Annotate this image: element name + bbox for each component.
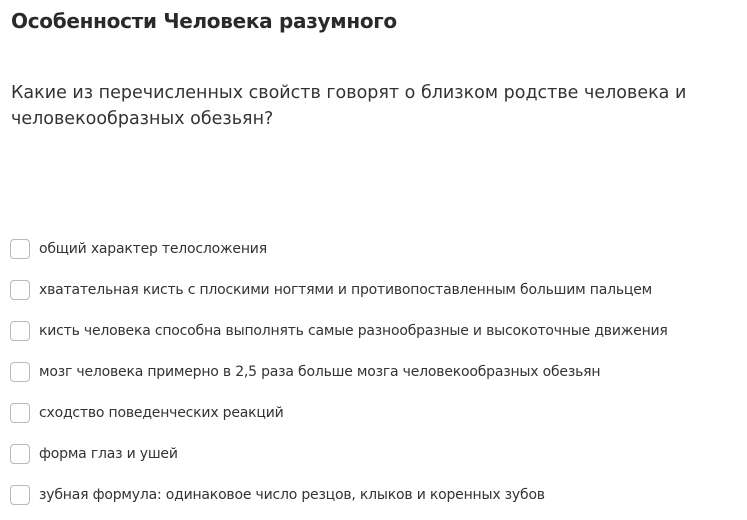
answer-option[interactable] bbox=[10, 392, 740, 433]
answer-option-label: форма глаз и ушей bbox=[39, 445, 178, 462]
answer-option[interactable] bbox=[10, 433, 740, 474]
checkbox[interactable] bbox=[10, 362, 30, 382]
checkbox[interactable] bbox=[10, 403, 30, 423]
checkbox[interactable] bbox=[10, 444, 30, 464]
answer-option-label: сходство поведенческих реакций bbox=[39, 404, 284, 421]
checkbox[interactable] bbox=[10, 239, 30, 259]
answer-option-label: зубная формула: одинаковое число резцов, клыков и коренных зубов bbox=[39, 486, 545, 503]
answer-option-label: хватательная кисть с плоскими ногтями и противопоставленным большим пальцем bbox=[39, 281, 652, 298]
answer-option[interactable] bbox=[10, 269, 740, 310]
question-text bbox=[11, 80, 731, 132]
answer-options-list bbox=[10, 228, 740, 515]
answer-option-label: мозг человека примерно в 2,5 раза больше мозга человекообразных обезьян bbox=[39, 363, 601, 380]
answer-option[interactable] bbox=[10, 228, 740, 269]
question-line-2: человекообразных обезьян? bbox=[11, 109, 274, 129]
checkbox[interactable] bbox=[10, 280, 30, 300]
question-line-1: Какие из перечисленных свойств говорят о близком родстве человека и bbox=[11, 83, 687, 103]
answer-option[interactable] bbox=[10, 351, 740, 392]
answer-option[interactable] bbox=[10, 474, 740, 515]
checkbox[interactable] bbox=[10, 321, 30, 341]
answer-option-label: общий характер телосложения bbox=[39, 240, 267, 257]
checkbox[interactable] bbox=[10, 485, 30, 505]
answer-option-label: кисть человека способна выполнять самые разнообразные и высокоточные движения bbox=[39, 322, 668, 339]
page-title: Особенности Человека разумного bbox=[11, 9, 397, 33]
answer-option[interactable] bbox=[10, 310, 740, 351]
